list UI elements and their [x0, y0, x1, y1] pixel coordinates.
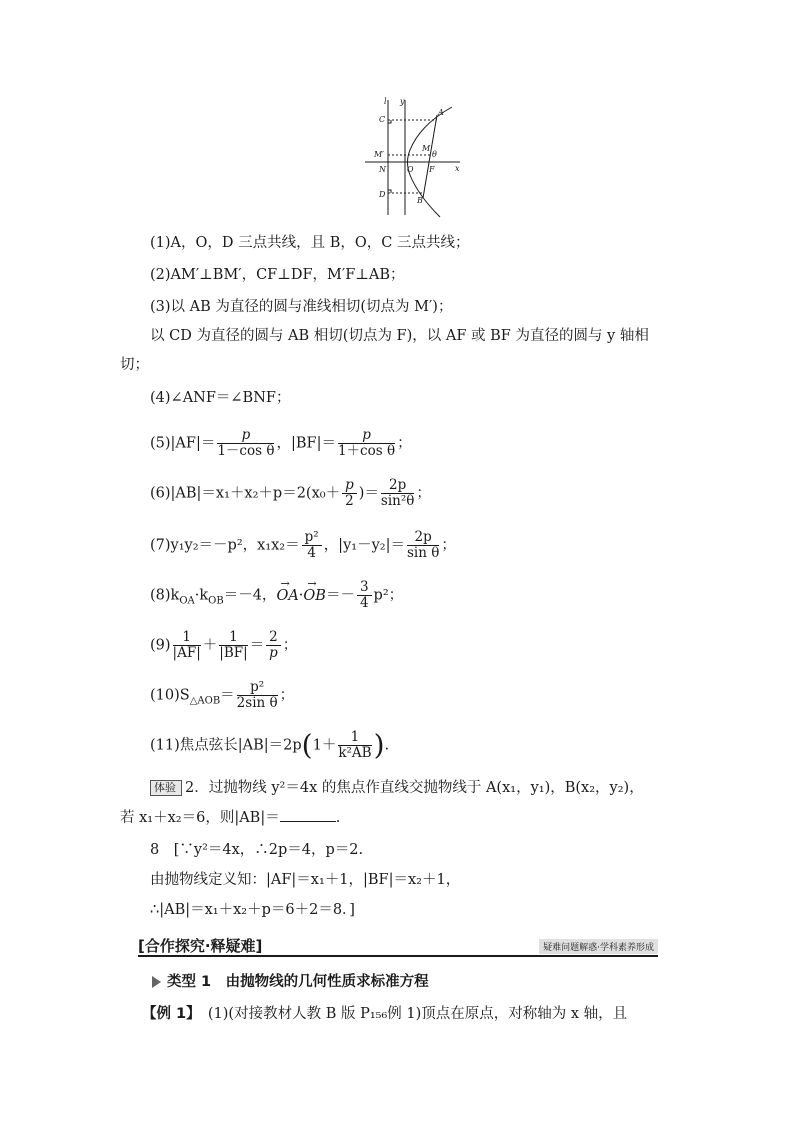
label-O: O [407, 165, 414, 174]
exercise-tag: 体验 [150, 780, 182, 796]
section-header [138, 937, 658, 957]
vector-OB: → OB [303, 586, 326, 606]
property-7: (7)y₁y₂＝－p²，x₁x₂＝ $\frac{\text{p²}}{4}$ ，|y₁－y₂|＝ $\frac{2p}{\text{sin θ}}$ ； [150, 529, 456, 561]
exercise-answer-1: 8 [∵y²＝4x，∴2p＝4，p＝2. [150, 842, 364, 858]
property-2: (2)AM′⊥BM′，CF⊥DF，M′F⊥AB； [150, 267, 405, 283]
example-1: 【例 1】 (1)(对接教材人教 B 版 P₁₅₆例 1)顶点在原点，对称轴为 x 轴，且 [142, 1006, 628, 1022]
section-tag: 疑难问题解惑·学科素养形成 [539, 939, 658, 954]
property-10: $(10)S_{\triangle AOB}=$ $\frac{\text{p²}}{\text{2sin θ}}$ ； [150, 679, 295, 711]
label-F: F [429, 165, 435, 174]
label-B: B [417, 196, 423, 205]
property-4: (4)∠ANF＝∠BNF； [150, 390, 291, 406]
vector-OA: → OA [276, 586, 298, 606]
label-x: x [455, 164, 460, 173]
property-3-end: 切； [120, 357, 149, 373]
property-5: (5)|AF|＝ $\frac{p}{\text{1－cos θ}}$ ，|BF|＝ $\frac{p}{\text{1＋cos θ}}$ ； [150, 427, 412, 459]
property-9: (9) $\frac{1}{|AF|}$ ＋ $\frac{1}{|BF|}$ ＝ $\frac{2}{p}$ ； [150, 629, 298, 661]
property-8: $(8)k_{OA}\cdot k_{OB}=-4$，→ OA·→ OB＝－ $\frac{3}{4}$ p²； [150, 580, 403, 611]
exercise-answer-3: ∴|AB|＝x₁＋x₂＋p＝6＋2＝8．] [150, 902, 355, 918]
label-l: l [384, 97, 387, 106]
example-label: 【例 1】 [142, 1006, 194, 1022]
label-theta: θ [432, 150, 437, 159]
label-N: N [379, 165, 386, 174]
label-M-prime: M′ [374, 150, 385, 159]
property-3-continued: 以 CD 为直径的圆与 AB 相切(切点为 F)，以 AF 或 BF 为直径的圆与 y 轴相 [150, 328, 649, 344]
section-title: [合作探究·释疑难] [138, 937, 263, 955]
property-6: (6)|AB|＝x₁＋x₂＋p＝2(x₀＋ $\frac{p}{2}$ )＝ $\frac{2p}{\text{sin²θ}}$ ； [150, 477, 431, 509]
answer-blank [280, 809, 336, 822]
property-11: (11)焦点弦长|AB|＝2p(1＋ $\frac{1}{\text{k²AB}}$ ). [150, 728, 390, 762]
exercise-question-2: 若 x₁＋x₂＝6，则|AB|＝ . [120, 810, 341, 826]
label-C: C [379, 115, 386, 124]
label-y: y [400, 97, 405, 106]
exercise-answer-2: 由抛物线定义知：|AF|＝x₁＋1，|BF|＝x₂＋1， [150, 872, 461, 888]
fraction: $\frac{p}{\text{1－cos θ}}$ [217, 427, 275, 459]
label-D: D [379, 190, 386, 199]
property-3: (3)以 AB 为直径的圆与准线相切(切点为 M′)； [150, 299, 453, 315]
property-1: (1)A，O，D 三点共线，且 B，O，C 三点共线； [150, 235, 470, 251]
triangle-icon [152, 976, 161, 988]
parabola-figure [360, 95, 470, 220]
fraction: $\frac{p}{\text{1＋cos θ}}$ [337, 427, 396, 459]
type-1-heading: 类型 1 由抛物线的几何性质求标准方程 [152, 972, 429, 992]
exercise-question: 体验 2．过抛物线 y²＝4x 的焦点作直线交抛物线于 A(x₁，y₁)，B(x₂，y₂)， [150, 778, 644, 798]
label-A: A [438, 108, 444, 117]
label-M: M [422, 144, 431, 153]
